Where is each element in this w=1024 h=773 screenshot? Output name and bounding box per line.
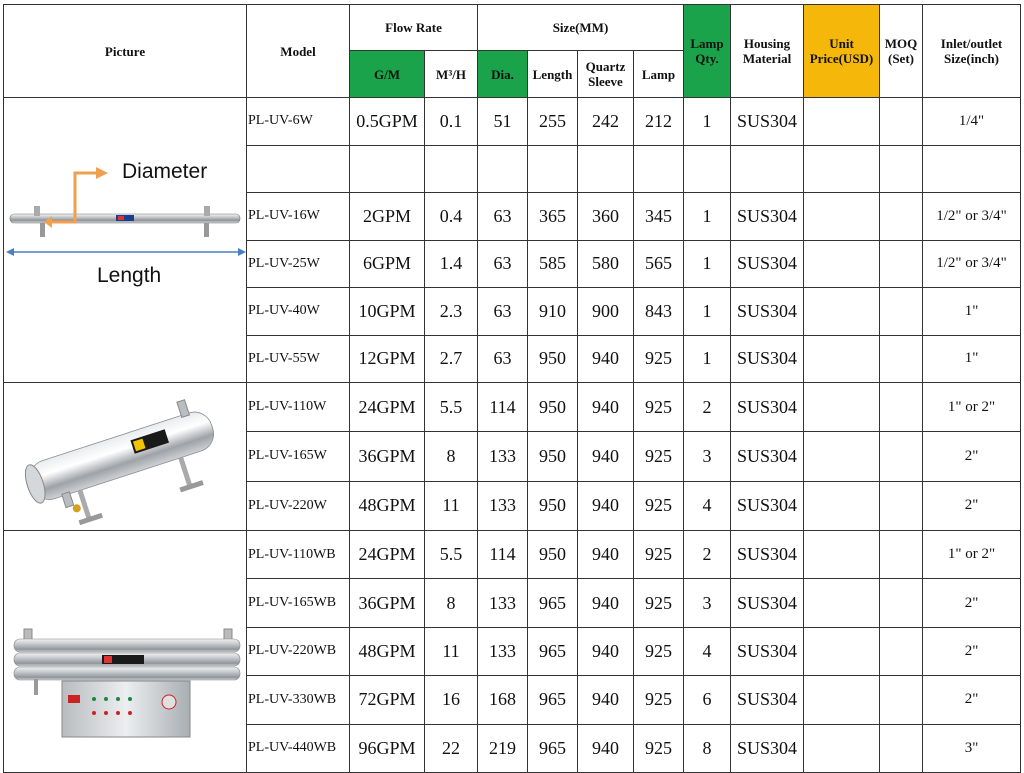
cell-gm: 72GPM (350, 676, 425, 724)
cell-moq (880, 288, 923, 336)
cell-model: PL-UV-55W (247, 335, 350, 383)
cell-qty: 4 (684, 481, 731, 530)
cell-lamp: 925 (634, 481, 684, 530)
cell-inlet: 2" (923, 432, 1021, 481)
cell-gm (350, 145, 425, 193)
cell-price (804, 676, 880, 724)
cell-model: PL-UV-330WB (247, 676, 350, 724)
cell-gm: 10GPM (350, 288, 425, 336)
cell-inlet: 1/2" or 3/4" (923, 193, 1021, 241)
cell-price (804, 145, 880, 193)
cell-quartz (578, 145, 634, 193)
cell-price (804, 98, 880, 146)
cell-qty: 6 (684, 676, 731, 724)
cell-inlet: 1" (923, 288, 1021, 336)
cell-length: 965 (528, 724, 578, 772)
cell-housing (731, 145, 804, 193)
header-lamp: Lamp (634, 51, 684, 98)
cell-inlet: 2" (923, 481, 1021, 530)
header-row-top (4, 5, 1021, 51)
cell-moq (880, 335, 923, 383)
cell-model: PL-UV-165W (247, 432, 350, 481)
cell-m3h: 11 (425, 627, 478, 675)
cell-quartz: 940 (578, 676, 634, 724)
cell-housing: SUS304 (731, 288, 804, 336)
cell-price (804, 481, 880, 530)
cell-gm: 24GPM (350, 531, 425, 579)
cell-quartz: 242 (578, 98, 634, 146)
cell-inlet: 2" (923, 627, 1021, 675)
cell-inlet (923, 145, 1021, 193)
cell-model (247, 145, 350, 193)
cell-qty (684, 145, 731, 193)
cell-dia: 133 (478, 481, 528, 530)
cell-quartz: 940 (578, 432, 634, 481)
cell-price (804, 531, 880, 579)
cell-gm: 36GPM (350, 432, 425, 481)
cell-quartz: 940 (578, 481, 634, 530)
cell-qty: 2 (684, 531, 731, 579)
cell-m3h: 11 (425, 481, 478, 530)
cell-qty: 1 (684, 335, 731, 383)
cell-lamp: 843 (634, 288, 684, 336)
medium-uv-sterilizer-image (4, 383, 246, 525)
cell-quartz: 940 (578, 579, 634, 627)
header-flow-rate: Flow Rate (350, 5, 478, 51)
cell-length: 950 (528, 481, 578, 530)
cell-qty: 8 (684, 724, 731, 772)
cell-length: 365 (528, 193, 578, 241)
cell-lamp: 925 (634, 383, 684, 432)
header-dia: Dia. (478, 51, 528, 98)
cell-length: 965 (528, 627, 578, 675)
cell-moq (880, 481, 923, 530)
cell-lamp: 925 (634, 531, 684, 579)
cell-m3h: 8 (425, 432, 478, 481)
cell-housing: SUS304 (731, 335, 804, 383)
cell-dia: 63 (478, 193, 528, 241)
header-gm: G/M (350, 51, 425, 98)
header-housing-material: Housing Material (731, 5, 804, 98)
cell-gm: 6GPM (350, 240, 425, 288)
cell-inlet: 1" or 2" (923, 383, 1021, 432)
cell-dia: 114 (478, 383, 528, 432)
cell-inlet: 3" (923, 724, 1021, 772)
cell-lamp: 565 (634, 240, 684, 288)
cell-moq (880, 383, 923, 432)
picture-cell (4, 383, 247, 531)
cell-dia: 133 (478, 432, 528, 481)
cell-length (528, 145, 578, 193)
header-picture: Picture (4, 5, 247, 98)
cell-model: PL-UV-165WB (247, 579, 350, 627)
cell-inlet: 1/2" or 3/4" (923, 240, 1021, 288)
cell-m3h: 0.4 (425, 193, 478, 241)
cell-quartz: 940 (578, 724, 634, 772)
cell-moq (880, 579, 923, 627)
cell-price (804, 432, 880, 481)
cell-length: 950 (528, 531, 578, 579)
cell-dia: 133 (478, 579, 528, 627)
cell-housing: SUS304 (731, 98, 804, 146)
cell-price (804, 193, 880, 241)
cell-gm: 48GPM (350, 627, 425, 675)
cell-qty: 1 (684, 240, 731, 288)
cell-m3h: 5.5 (425, 383, 478, 432)
cell-moq (880, 676, 923, 724)
cell-gm: 2GPM (350, 193, 425, 241)
cell-price (804, 579, 880, 627)
cell-lamp: 925 (634, 335, 684, 383)
cell-m3h (425, 145, 478, 193)
table-row (4, 98, 1021, 146)
cell-housing: SUS304 (731, 240, 804, 288)
diameter-label: Diameter (122, 160, 208, 183)
cell-price (804, 335, 880, 383)
cell-gm: 12GPM (350, 335, 425, 383)
picture-small-uv-sterilizer (4, 98, 246, 382)
cell-lamp: 925 (634, 724, 684, 772)
cell-quartz: 940 (578, 627, 634, 675)
header-inlet-outlet: Inlet/outlet Size(inch) (923, 5, 1021, 98)
cell-quartz: 360 (578, 193, 634, 241)
cell-inlet: 1" (923, 335, 1021, 383)
cell-length: 910 (528, 288, 578, 336)
header-m3h: M³/H (425, 51, 478, 98)
cell-moq (880, 432, 923, 481)
header-moq: MOQ (Set) (880, 5, 923, 98)
picture-cell (4, 531, 247, 773)
cell-m3h: 5.5 (425, 531, 478, 579)
header-lamp-qty: Lamp Qty. (684, 5, 731, 98)
header-size: Size(MM) (478, 5, 684, 51)
cell-gm: 36GPM (350, 579, 425, 627)
picture-large-uv-sterilizer (4, 531, 246, 772)
cell-qty: 2 (684, 383, 731, 432)
cell-inlet: 1" or 2" (923, 531, 1021, 579)
cell-length: 585 (528, 240, 578, 288)
cell-housing: SUS304 (731, 579, 804, 627)
cell-price (804, 240, 880, 288)
cell-price (804, 383, 880, 432)
cell-dia: 63 (478, 288, 528, 336)
cell-lamp: 925 (634, 627, 684, 675)
cell-m3h: 0.1 (425, 98, 478, 146)
cell-qty: 3 (684, 432, 731, 481)
cell-quartz: 900 (578, 288, 634, 336)
cell-length: 965 (528, 676, 578, 724)
cell-model: PL-UV-220W (247, 481, 350, 530)
cell-lamp: 212 (634, 98, 684, 146)
cell-qty: 4 (684, 627, 731, 675)
cell-model: PL-UV-110WB (247, 531, 350, 579)
cell-m3h: 16 (425, 676, 478, 724)
cell-moq (880, 145, 923, 193)
cell-moq (880, 240, 923, 288)
header-model: Model (247, 5, 350, 98)
cell-length: 950 (528, 432, 578, 481)
picture-medium-uv-sterilizer (4, 383, 246, 530)
cell-housing: SUS304 (731, 193, 804, 241)
cell-model: PL-UV-220WB (247, 627, 350, 675)
cell-quartz: 580 (578, 240, 634, 288)
cell-dia: 114 (478, 531, 528, 579)
cell-inlet: 2" (923, 579, 1021, 627)
cell-lamp (634, 145, 684, 193)
cell-model: PL-UV-40W (247, 288, 350, 336)
small-uv-sterilizer-image (4, 98, 246, 382)
cell-model: PL-UV-110W (247, 383, 350, 432)
cell-inlet: 1/4" (923, 98, 1021, 146)
cell-moq (880, 724, 923, 772)
cell-qty: 3 (684, 579, 731, 627)
header-quartz-sleeve: Quartz Sleeve (578, 51, 634, 98)
cell-lamp: 345 (634, 193, 684, 241)
cell-quartz: 940 (578, 383, 634, 432)
cell-qty: 1 (684, 98, 731, 146)
header-length: Length (528, 51, 578, 98)
cell-m3h: 2.3 (425, 288, 478, 336)
cell-m3h: 22 (425, 724, 478, 772)
cell-dia: 51 (478, 98, 528, 146)
cell-model: PL-UV-25W (247, 240, 350, 288)
cell-quartz: 940 (578, 531, 634, 579)
cell-m3h: 1.4 (425, 240, 478, 288)
cell-housing: SUS304 (731, 627, 804, 675)
cell-gm: 96GPM (350, 724, 425, 772)
cell-gm: 0.5GPM (350, 98, 425, 146)
cell-housing: SUS304 (731, 383, 804, 432)
cell-inlet: 2" (923, 676, 1021, 724)
cell-moq (880, 193, 923, 241)
length-label: Length (97, 264, 162, 287)
cell-qty: 1 (684, 288, 731, 336)
cell-model: PL-UV-16W (247, 193, 350, 241)
cell-housing: SUS304 (731, 432, 804, 481)
cell-lamp: 925 (634, 432, 684, 481)
cell-price (804, 627, 880, 675)
header-unit-price: Unit Price(USD) (804, 5, 880, 98)
cell-quartz: 940 (578, 335, 634, 383)
cell-dia: 63 (478, 240, 528, 288)
cell-dia: 63 (478, 335, 528, 383)
product-spec-table (3, 4, 1021, 773)
cell-dia (478, 145, 528, 193)
cell-model: PL-UV-6W (247, 98, 350, 146)
cell-length: 950 (528, 383, 578, 432)
cell-m3h: 8 (425, 579, 478, 627)
cell-price (804, 288, 880, 336)
cell-length: 950 (528, 335, 578, 383)
cell-moq (880, 98, 923, 146)
cell-model: PL-UV-440WB (247, 724, 350, 772)
cell-housing: SUS304 (731, 531, 804, 579)
cell-housing: SUS304 (731, 676, 804, 724)
cell-housing: SUS304 (731, 481, 804, 530)
table-row (4, 383, 1021, 432)
cell-dia: 219 (478, 724, 528, 772)
cell-qty: 1 (684, 193, 731, 241)
large-uv-sterilizer-image (4, 531, 246, 767)
picture-cell (4, 98, 247, 383)
cell-lamp: 925 (634, 676, 684, 724)
cell-length: 255 (528, 98, 578, 146)
cell-gm: 24GPM (350, 383, 425, 432)
cell-length: 965 (528, 579, 578, 627)
table-row (4, 531, 1021, 579)
cell-lamp: 925 (634, 579, 684, 627)
cell-moq (880, 531, 923, 579)
cell-price (804, 724, 880, 772)
cell-dia: 133 (478, 627, 528, 675)
cell-m3h: 2.7 (425, 335, 478, 383)
cell-moq (880, 627, 923, 675)
cell-housing: SUS304 (731, 724, 804, 772)
cell-dia: 168 (478, 676, 528, 724)
cell-gm: 48GPM (350, 481, 425, 530)
